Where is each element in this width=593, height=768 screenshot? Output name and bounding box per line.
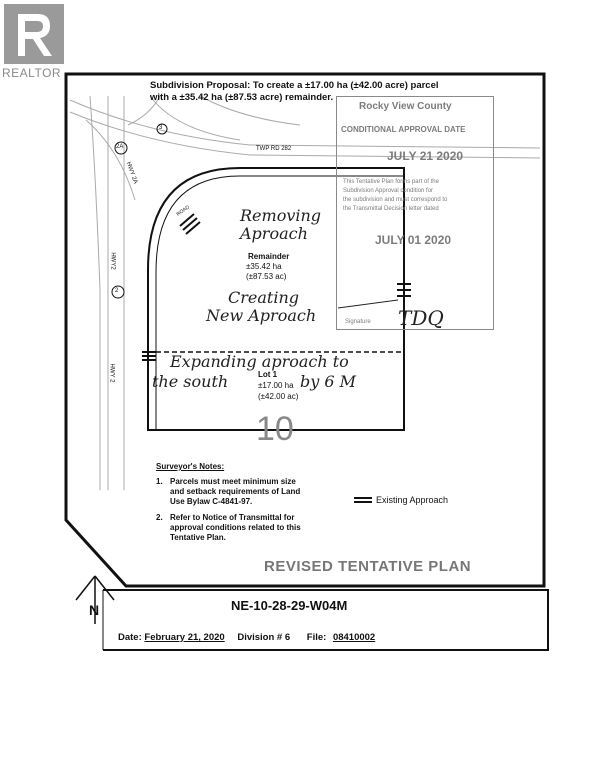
circle-3-marker: 3 xyxy=(159,125,163,131)
remainder-title: Remainder xyxy=(248,252,290,261)
stamp-line2: CONDITIONAL APPROVAL DATE xyxy=(341,125,466,134)
date-label: Date: xyxy=(118,632,142,643)
road-note: ROAD xyxy=(175,204,191,218)
remainder-area-ac: (±87.53 ac) xyxy=(246,272,287,281)
plan-footer xyxy=(118,632,375,643)
hwy-2a-marker: 2A xyxy=(116,144,124,150)
note-item: 2. Refer to Notice of Transmittal for approval conditions related to this Tentative Plan. xyxy=(156,513,301,542)
stamp-county: Rocky View County xyxy=(359,101,452,112)
handwritten-the-south: the south xyxy=(152,372,229,391)
legend-approach-symbol xyxy=(354,498,372,502)
hwy-2-label: HWY2 xyxy=(109,252,116,270)
note-item: 1. Parcels must meet minimum size and setback requirements of Land Use Bylaw C-4841-97. xyxy=(156,477,301,506)
handwritten-initials: TDQ xyxy=(398,306,444,330)
revised-plan-label: REVISED TENTATIVE PLAN xyxy=(264,558,472,575)
stamp-date-2: JULY 01 2020 xyxy=(375,233,452,247)
legal-land-description: NE-10-28-29-W04M xyxy=(231,598,348,613)
hwy-2-label-south: HWY 2 xyxy=(108,363,115,383)
division-label: Division # 6 xyxy=(237,632,291,643)
subdivision-proposal-title: Subdivision Proposal: To create a ±17.00 ha (±42.00 acre) parcel with a ±35.42 ha (±87.53 acre) remainder. xyxy=(150,80,439,103)
lot-1-area-ac: (±42.00 ac) xyxy=(258,392,299,401)
handwritten-creating: Creating xyxy=(228,288,299,307)
notes-heading: Surveyor's Notes: xyxy=(156,462,225,471)
north-label: N xyxy=(89,602,100,618)
approval-stamp: Rocky View County CONDITIONAL APPROVAL DATE JULY 21 2020 This Tentative Plan forms part of the Subdivision Approval condition for the subdivision and must correspond to the Transmittal Decision letter dated JULY 01 2020 Signature xyxy=(336,96,494,330)
date-value: February 21, 2020 xyxy=(144,632,225,643)
twp-road-label: TWP RD 282 xyxy=(256,146,292,152)
handwritten-expanding: Expanding aproach to xyxy=(170,352,349,371)
lot-1-title: Lot 1 xyxy=(258,370,278,379)
file-label: File: xyxy=(306,632,327,643)
handwritten-aproach: Aproach xyxy=(240,224,308,243)
file-number: 08410002 xyxy=(332,632,376,643)
hwy-2a-label: HWY 2A xyxy=(124,161,139,185)
handwritten-new-aproach: New Aproach xyxy=(206,306,317,325)
realtor-wordmark: REALTOR xyxy=(2,66,62,80)
legend-existing-approach: Existing Approach xyxy=(376,495,449,505)
section-number: 10 xyxy=(256,410,294,448)
stamp-signature-label: Signature xyxy=(345,319,371,325)
handwritten-removing: Removing xyxy=(240,206,322,225)
surveyors-notes xyxy=(156,462,301,549)
remainder-area-ha: ±35.42 ha xyxy=(246,262,282,271)
lot-1-area-ha: ±17.00 ha xyxy=(258,381,294,390)
handwritten-by-6m: by 6 M xyxy=(300,372,357,391)
hwy-2-marker: 2 xyxy=(115,288,119,294)
stamp-date: JULY 21 2020 xyxy=(387,149,464,163)
